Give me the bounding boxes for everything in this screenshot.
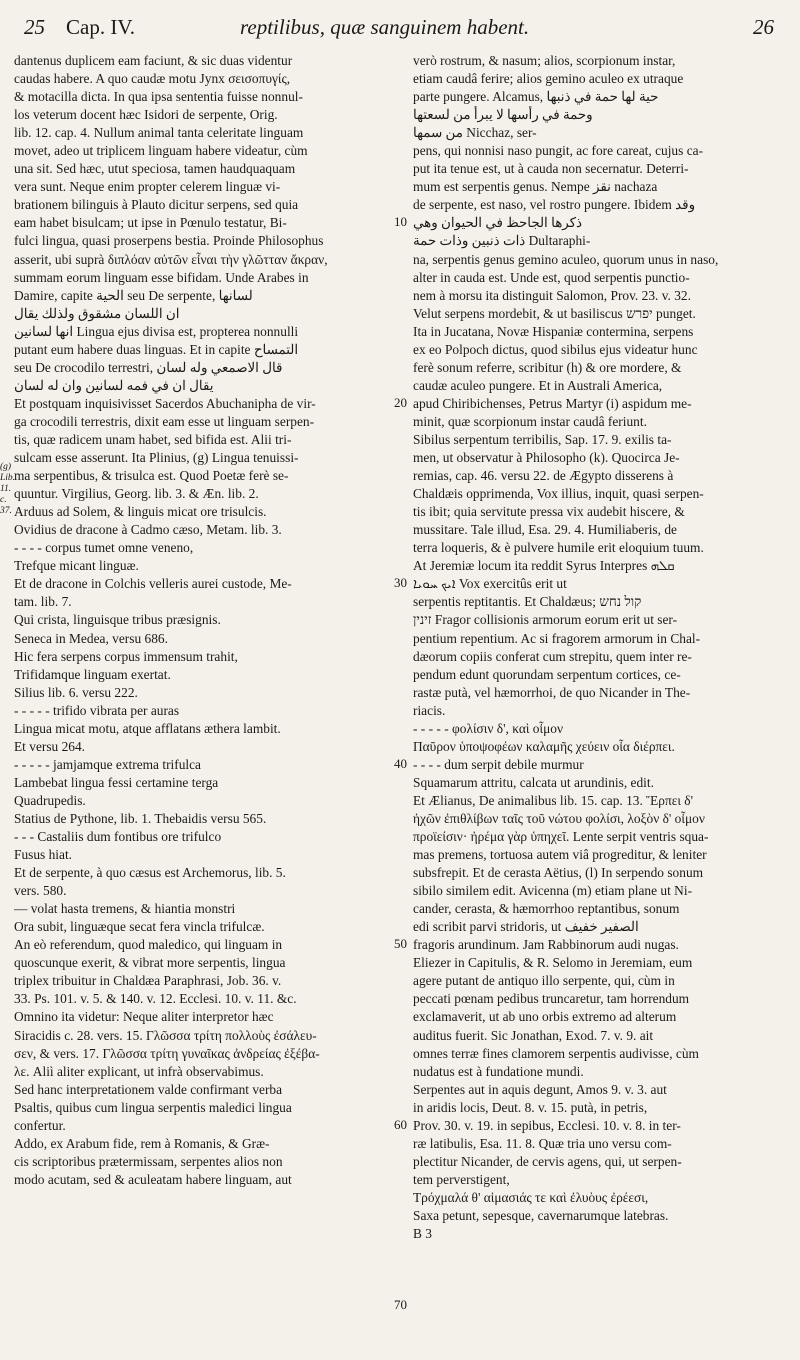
- text-line: Saxa petunt, sepesque, cavernarumque latebras.: [413, 1208, 669, 1223]
- left-column: [14, 52, 388, 1189]
- text-line: na, serpentis genus gemino aculeo, quorum unus in naso,: [413, 251, 719, 267]
- text-line: προϊείσιν· ἠρέμα γὰρ ὑπηχεῖ. Lente serpit ventris squa-: [413, 829, 709, 845]
- text-line: in aridis locis, Deut. 8. v. 15. putà, in petris,: [413, 1099, 648, 1115]
- text-line: - - - - - trifido vibrata per auras: [14, 702, 180, 718]
- text-line: eam habet bisulcam; ut ipse in Pœnulo testatur, Bi-: [14, 215, 287, 231]
- text-line: una sit. Sed hæc, utut speciosa, tamen haudquaquam: [14, 161, 296, 177]
- text-line: verò rostrum, & nasum; alios, scorpionum instar,: [413, 53, 676, 68]
- text-line: Τρόχμαλά θ' αἱμασιάς τε καὶ ἐλυὸυς ἐρέεσι,: [413, 1189, 649, 1205]
- text-line: Statius de Pythone, lib. 1. Thebaidis versu 565.: [14, 810, 267, 826]
- text-line: plectitur Nicander, de cervis agens, qui, ut serpen-: [413, 1153, 682, 1169]
- text-line: ἠχῶν ἐπιθλίβων ταῖς τοῦ νώτου φολίσι, λοξὸν δ' οἶμον: [413, 810, 705, 826]
- text-line: 33. Ps. 101. v. 5. & 140. v. 12. Ecclesi. 10. v. 11. &c.: [14, 991, 297, 1007]
- text-line: At Jeremiæ locum ita reddit Syrus Interpres ܩܠܗ: [413, 558, 675, 574]
- text-line: dantenus duplicem eam faciunt, & sic duas videntur: [14, 53, 293, 68]
- text-line: fulci lingua, quasi proserpens bestia. Proinde Philosophus: [14, 233, 324, 249]
- text-line: - - - - - φολίσιν δ', καὶ οἶμον: [413, 720, 564, 736]
- text-line: Lambebat lingua fessi certamine terga: [14, 774, 219, 790]
- page-number-right: 26: [753, 15, 774, 39]
- text-line: Fusus hiat.: [14, 847, 73, 863]
- line-number: 60: [394, 1116, 407, 1132]
- text-line: pendum edunt quorundam serpentum cortices, ce-: [413, 666, 681, 682]
- text-line: summam eorum linguam esse bifidam. Unde Arabes in: [14, 269, 309, 285]
- text-line: - - - - - jamjamque extrema trifulca: [14, 756, 202, 772]
- text-line: riacis.: [413, 702, 446, 718]
- page-number-left: 25: [24, 15, 45, 39]
- text-line: sibilo similem edit. Avicenna (m) etiam plane ut Ni-: [413, 883, 693, 899]
- text-line: omnes terræ fines clamorem serpentis audivisse, cùm: [413, 1045, 699, 1061]
- text-line: put ita tenue est, ut à cauda non secernatur. Deterri-: [413, 161, 689, 177]
- text-line: انها لسانين Lingua ejus divisa est, propterea nonnulli: [14, 323, 299, 339]
- text-line: putant eum habere duas linguas. Et in capite التمساح: [14, 341, 299, 357]
- text-line: λε. Aliì aliter explicant, ut infrà observabimus.: [14, 1063, 264, 1079]
- line-number: 30: [394, 575, 407, 591]
- text-line: Παῦρον ὑποψοφέων καλαμῆς χεύειν οἷα διέρπει.: [413, 738, 675, 754]
- text-line: Quadrupedis.: [14, 792, 86, 808]
- text-line: Addo, ex Arabum fide, rem à Romanis, & Græ-: [14, 1135, 270, 1151]
- text-line: seu De crocodilo terrestri, قال الاصمعي وله لسان: [14, 359, 283, 375]
- text-line: σεν, & vers. 17. Γλῶσσα τρίτη γυναῖκας ἀνδρείας ἐξέβα-: [14, 1045, 320, 1061]
- text-line: sulcam esse asserunt. Ita Plinius, (g) Lingua tenuissi-: [14, 450, 299, 466]
- text-line: Arduus ad Solem, & linguis micat ore trisulcis.: [14, 504, 267, 520]
- text-line: edi scribit parvi stridoris, ut الصفير خفيف: [413, 919, 639, 935]
- text-line: Et de dracone in Colchis velleris aurei custode, Me-: [14, 576, 292, 592]
- text-line: mussitare. Tale illud, Esa. 29. 4. Humiliaberis, de: [413, 522, 677, 538]
- text-line: auditus fuerit. Sic Jonathan, Exod. 7. v. 9. ait: [413, 1027, 654, 1043]
- line-number: 70: [394, 1297, 407, 1313]
- text-line: Seneca in Medea, versu 686.: [14, 630, 168, 646]
- line-number: 50: [394, 936, 407, 952]
- text-line: serpentis reptitantis. Et Chaldæus; קול נחש: [413, 594, 642, 610]
- text-line: Siracidis c. 28. vers. 15. Γλῶσσα τρίτη πολλοὺς ἐσάλευ-: [14, 1027, 317, 1043]
- text-line: tam. lib. 7.: [14, 594, 72, 610]
- text-line: exclamaverit, ut ab uno orbis extremo ad alterum: [413, 1009, 677, 1025]
- text-line: ga crocodili terrestris, dixit eam esse ut linguam serpen-: [14, 413, 315, 429]
- text-line: etiam caudâ ferire; alios gemino aculeo ex utraque: [413, 71, 684, 87]
- text-line: alter in cauda est. Unde est, quod serpentis punctio-: [413, 269, 690, 285]
- text-line: Sibilus serpentum terribilis, Sap. 17. 9. exilis ta-: [413, 431, 672, 447]
- text-line: mas premens, tortuosa autem viâ progreditur, & leniter: [413, 847, 707, 863]
- text-line: An eò referendum, quod maledico, qui linguam in: [14, 937, 283, 953]
- text-line: brationem bilinguis à Plauto dicitur serpens, sed quia: [14, 197, 299, 213]
- text-line: tis ibit; quia servitute pressa vix audebit hiscere, &: [413, 504, 685, 520]
- text-line: ma serpentibus, & trisulca est. Quod Poetæ ferè se-: [14, 468, 289, 484]
- text-line: — volat hasta tremens, & hiantia monstri: [14, 901, 236, 917]
- text-line: Et Ælianus, De animalibus lib. 15. cap. 13. Ἕρπει δ': [413, 792, 694, 808]
- text-line: & motacilla dicta. In qua ipsa sententia fuisse nonnul-: [14, 89, 303, 105]
- text-line: vera sunt. Neque enim propter celerem linguæ vi-: [14, 179, 281, 195]
- text-line: Qui crista, linguisque tribus præsignis.: [14, 612, 221, 628]
- text-line: apud Chiribichenses, Petrus Martyr (i) aspidum me-: [413, 395, 692, 411]
- text-line: Et versu 264.: [14, 738, 86, 754]
- text-line: quuntur. Virgilius, Georg. lib. 3. & Æn. lib. 2.: [14, 486, 259, 502]
- text-line: ان اللسان مشقوق ولذلك يقال: [14, 305, 180, 321]
- text-line: tem perverstigent,: [413, 1171, 510, 1187]
- text-line: يقال ان في فمه لسانين وان له لسان: [14, 377, 214, 393]
- text-line: caudas habere. A quo caudæ motu Jynx σεισοπυγίς,: [14, 71, 291, 87]
- text-line: من سمها Nicchaz, ser-: [413, 125, 537, 141]
- text-line: Velut serpens mordebit, & ut basiliscus יפרש punget.: [413, 305, 696, 321]
- text-line: rastæ putà, vel hæmorrhoi, de quo Nicander in The-: [413, 684, 691, 700]
- text-line: Trefque micant linguæ.: [14, 558, 139, 574]
- text-line: agere putant de antiquo illo serpente, qui, cùm in: [413, 973, 675, 989]
- text-line: Et postquam inquisivisset Sacerdos Abuchanipha de vir-: [14, 395, 316, 411]
- text-line: minit, quæ scorpionum instar caudâ feriunt.: [413, 413, 647, 429]
- text-line: Ovidius de dracone à Cadmo cæso, Metam. lib. 3.: [14, 522, 282, 538]
- text-line: terra loqueris, & è pulvere humile erit eloquium tuum.: [413, 540, 704, 556]
- text-line: Psaltis, quibus cum lingua serpentis maledici lingua: [14, 1099, 292, 1115]
- text-line: Serpentes aut in aquis degunt, Amos 9. v. 3. aut: [413, 1081, 667, 1097]
- running-header: [18, 8, 782, 46]
- text-line: peccati pœnam pedibus truncaretur, tam horrendum: [413, 991, 690, 1007]
- text-line: cander, cerasta, & hæmorrhoo reptantibus, sonum: [413, 901, 680, 917]
- text-line: de serpente, est naso, vel rostro pungere. Ibidem وقد: [413, 197, 696, 213]
- margin-note-g: (g) Lib. 11. c. 37.: [0, 462, 16, 516]
- text-line: caudæ aculeo pungere. Et in Australi America,: [413, 377, 663, 393]
- text-line: parte pungere. Alcamus, حية لها حمة في ذنبها: [413, 89, 659, 105]
- text-line: Prov. 30. v. 19. in sepibus, Ecclesi. 10. v. 8. in ter-: [413, 1117, 681, 1133]
- text-line: nem à morsu ita distinguit Salomon, Prov. 23. v. 32.: [413, 287, 691, 303]
- text-line: mum est serpentis genus. Nempe نقز nachaza: [413, 179, 658, 195]
- right-column: [413, 52, 789, 1243]
- text-line: ex eo Polpoch dictus, quod sibilus ejus videatur hunc: [413, 341, 698, 357]
- text-line: los veterum docent hæc Isidori de serpente, Orig.: [14, 107, 278, 123]
- text-line: זינין Fragor collisionis armorum eorum erit ut ser-: [413, 612, 678, 628]
- line-number: 40: [394, 755, 407, 771]
- text-line: B 3: [413, 1226, 432, 1242]
- text-line: vers. 580.: [14, 883, 67, 899]
- text-line: وحمة في رأسها لا يبرأ من لسعتها: [413, 107, 593, 123]
- text-line: nudatus est à fundatione mundi.: [413, 1063, 584, 1079]
- text-line: - - - - dum serpit debile murmur: [413, 756, 584, 772]
- text-line: lib. 12. cap. 4. Nullum animal tanta celeritate linguam: [14, 125, 304, 141]
- text-line: - - - - corpus tumet omne veneno,: [14, 540, 194, 556]
- text-line: ferè sonum referre, scribitur (h) & ore mordere, &: [413, 359, 682, 375]
- text-line: quoscunque exerit, & vibrat more serpentis, lingua: [14, 955, 286, 971]
- text-line: Eliezer in Capitulis, & R. Selomo in Jeremiam, eum: [413, 955, 693, 971]
- text-line: ræ latibulis, Esa. 11. 8. Quæ tria uno versu com-: [413, 1135, 672, 1151]
- text-line: subsfrepit. Et de cerasta Aëtius, (l) In serpendo sonum: [413, 865, 704, 881]
- text-line: tis, quæ radicem unam habet, sed bifida est. Alii tri-: [14, 431, 292, 447]
- line-number: 10: [394, 214, 407, 230]
- text-line: ܐܝܟ ܚܘܝܐ Vox exercitûs erit ut: [413, 576, 567, 592]
- text-line: pentium repentium. Ac si fragorem armorum in Chal-: [413, 630, 701, 646]
- text-line: Lingua micat motu, atque afflatans æthera lambit.: [14, 720, 281, 736]
- text-line: Silius lib. 6. versu 222.: [14, 684, 138, 700]
- text-line: dæorum copiis conferat cum strepitu, quem inter re-: [413, 648, 692, 664]
- text-line: Chaldæis opprimenda, Vox illius, inquit, quasi serpen-: [413, 486, 704, 502]
- line-number: 20: [394, 394, 407, 410]
- text-line: ذكرها الجاحظ في الحيوان وهي: [413, 215, 582, 231]
- text-line: - - - Castaliis dum fontibus ore trifulco: [14, 829, 222, 845]
- text-line: confertur.: [14, 1117, 66, 1133]
- text-line: Damire, capite الحية seu De serpente, لسانها: [14, 287, 253, 303]
- text-line: remias, cap. 46. versu 22. de Ægypto disserens à: [413, 468, 674, 484]
- text-line: Ora subit, linguæque secat fera vincla trifulcæ.: [14, 919, 265, 935]
- text-line: Ita in Jucatana, Novæ Hispaniæ contermina, serpens: [413, 323, 694, 339]
- text-line: Hic fera serpens corpus immensum trahit,: [14, 648, 238, 664]
- text-line: cis scriptoribus prætermissam, serpentes alios non: [14, 1153, 283, 1169]
- text-line: ذات ذنبين وذات حمة Dultaraphi-: [413, 233, 591, 249]
- text-line: pens, qui nonnisi naso pungit, ac fore careat, cujus ca-: [413, 143, 704, 159]
- text-line: Et de serpente, à quo cæsus est Archemorus, lib. 5.: [14, 865, 286, 881]
- text-line: Squamarum attritu, calcata ut arundinis, edit.: [413, 774, 654, 790]
- running-title: reptilibus, quæ sanguinem habent.: [240, 15, 530, 39]
- text-line: triplex tribuitur in Chaldæa Paraphrasi, Job. 36. v.: [14, 973, 282, 989]
- text-line: Omnino ita videtur: Neque aliter interpretor hæc: [14, 1009, 274, 1025]
- text-line: Trifidamque linguam exertat.: [14, 666, 171, 682]
- text-line: asserit, ubi suprà διπλόαν αὐτῶν εἶναι τὴν γλῶτταν ἄκραν,: [14, 251, 328, 267]
- text-line: movet, adeo ut triplicem linguam habere videatur, cùm: [14, 143, 308, 159]
- text-line: Sed hanc interpretationem valde confirmant verba: [14, 1081, 283, 1097]
- text-line: men, ut observatur à Philosopho (k). Quocirca Je-: [413, 450, 680, 466]
- text-line: fragoris arundinum. Jam Rabbinorum audi nugas.: [413, 937, 679, 953]
- text-line: modo acutam, sed & aculeatam habere linguam, aut: [14, 1171, 292, 1187]
- chapter-label: Cap. IV.: [66, 15, 136, 39]
